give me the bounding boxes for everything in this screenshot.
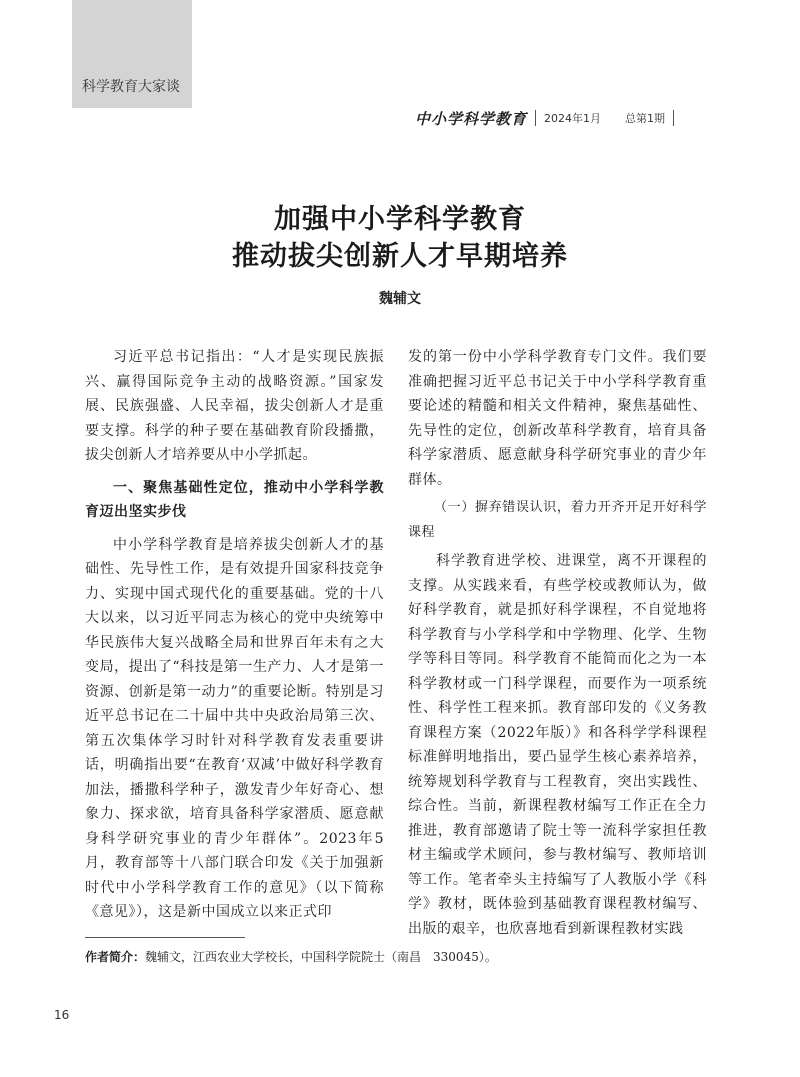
journal-date: 2024年1月 <box>544 112 602 125</box>
right-column <box>408 345 707 941</box>
footnote-rule <box>85 937 245 938</box>
paragraph: 科学教育进学校、进课堂，离不开课程的支撑。从实践来看，有些学校或教师认为，做好科学教育，就是抓好科学课程，不自觉地将科学教育与小学科学和中学物理、化学、生物学等科目等同。科学教育不能简而化之为一本科学教材或一门科学课程，而要作为一项系统性、科学性工程来抓。教育部印发的《义务教育课程方案（2022年版）》和各科学学科课程标准鲜明地指出，要凸显学生核心素养培养，统筹规划科学教育与工程教育，突出实践性、综合性。当前，新课程教材编写工作正在全力推进，教育部邀请了院士等一流科学家担任教材主编或学术顾问，参与教材编写、教师培训等工作。笔者牵头主持编写了人教版小学《科学》教材，既体验到基础教育课程教材编写、出版的艰辛，也欣喜地看到新课程教材实践 <box>408 553 707 937</box>
masthead-divider <box>673 110 674 126</box>
column-label: 科学教育大家谈 <box>82 79 180 95</box>
paragraph: 发的第一份中小学科学教育专门文件。我们要准确把握习近平总书记关于中小学科学教育重要论述的精髓和相关文件精神，聚焦基础性、先导性的定位，创新改革科学教育，培育具备科学家潜质、愿意献身科学研究事业的青少年群体。 <box>408 349 707 488</box>
subsection-heading: （一）摒弃错误认识，着力开齐开足开好科学课程 <box>408 500 707 540</box>
paragraph: 中小学科学教育是培养拔尖创新人才的基础性、先导性工作，是有效提升国家科技竞争力、实现中国式现代化的重要基础。党的十八大以来，以习近平同志为核心的党中央统筹中华民族伟大复兴战略全局和世界百年未有之大变局，提出了“科技是第一生产力、人才是第一资源、创新是第一动力”的重要论断。特别是习近平总书记在二十届中共中央政治局第三次、第五次集体学习时针对科学教育发表重要讲话，明确指出要“在教育‘双减’中做好科学教育加法，播撒科学种子，激发青少年好奇心、想象力、探求欲，培育具备科学家潜质、愿意献身科学研究事业的青少年群体”。2023年5月，教育部等十八部门联合印发《关于加强新时代中小学科学教育工作的意见》（以下简称《意见》），这是新中国成立以来正式印 <box>85 536 384 920</box>
footnote-label: 作者简介： <box>85 950 146 964</box>
footnote-text: 魏辅文，江西农业大学校长，中国科学院院士（南昌 330045）。 <box>145 950 497 964</box>
journal-name: 中小学科学教育 <box>415 109 528 128</box>
page-number: 16 <box>54 1008 70 1022</box>
author-footnote <box>85 948 725 965</box>
paragraph: 习近平总书记指出：“人才是实现民族振兴、赢得国际竞争主动的战略资源。”国家发展、民族强盛、人民幸福，拔尖创新人才是重要支撑。科学的种子要在基础教育阶段播撒，拔尖创新人才培养要从中小学抓起。 <box>85 349 384 463</box>
article-author: 魏辅文 <box>379 291 421 307</box>
left-column <box>85 345 384 925</box>
article-title-line2: 推动拔尖创新人才早期培养 <box>232 241 568 272</box>
journal-masthead <box>415 108 682 128</box>
column-tab <box>72 0 192 108</box>
journal-issue: 总第1期 <box>625 112 666 125</box>
section-heading: 一、聚焦基础性定位，推动中小学科学教育迈出坚实步伐 <box>85 479 384 520</box>
masthead-divider <box>535 110 536 126</box>
article-title-line1: 加强中小学科学教育 <box>274 204 526 235</box>
